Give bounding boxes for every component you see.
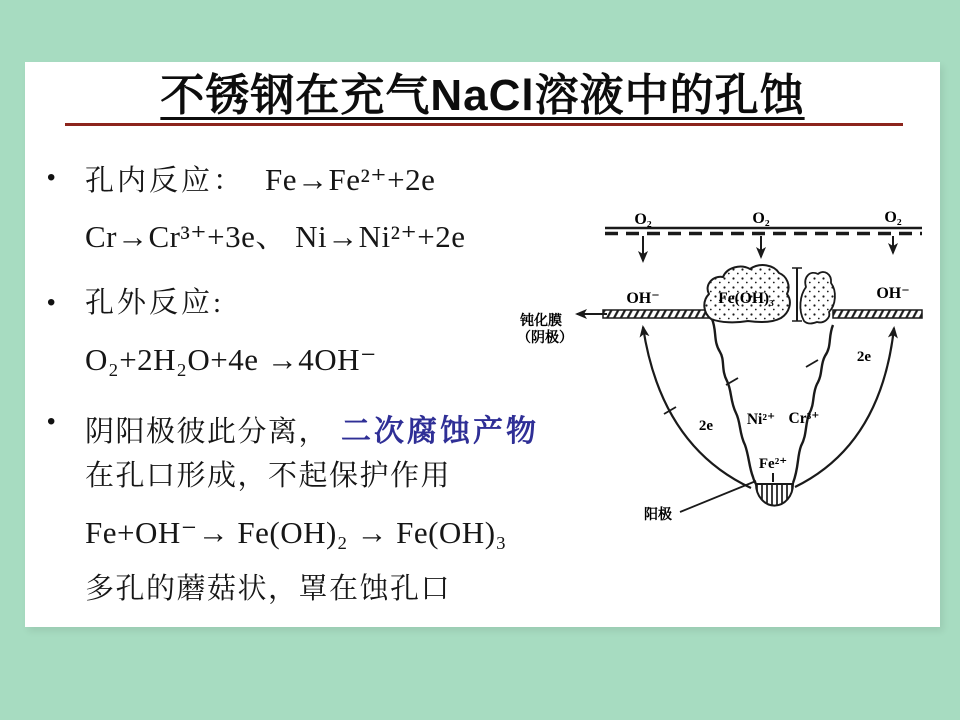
anode-pointer (680, 481, 756, 512)
nickel-ion-label: Ni²⁺ (746, 411, 776, 428)
pitting-corrosion-diagram (515, 195, 940, 545)
title-underline-rule (65, 123, 903, 126)
anode-cup (756, 484, 793, 506)
rust-blob-right (800, 272, 835, 323)
oxygen-arrow-icon (643, 236, 893, 261)
electron-label: 2e (698, 418, 714, 434)
oxygen-reduction-formula: O₂+2H₂O+4e →4OH⁻ (85, 342, 377, 377)
solution-surface-line (605, 228, 922, 234)
oxygen-label: O₂ (884, 209, 902, 226)
anode-label: 阳极 (644, 506, 672, 522)
fe-oxidation-formula: Fe→Fe²⁺+2e (265, 162, 436, 197)
hydroxide-label: OH⁻ (876, 285, 910, 302)
oxygen-label: O₂ (634, 211, 652, 228)
electron-label: 2e (856, 349, 872, 365)
rust-cap-label: Fe(OH)₃ (718, 290, 774, 307)
bullet-line-separation (47, 406, 540, 450)
arc-tick-marks (664, 360, 818, 414)
no-protection-text: 在孔口形成，不起保护作用 (85, 460, 452, 492)
slide (25, 62, 940, 627)
mushroom-cap-text: 多孔的蘑菇状，罩在蚀孔口 (85, 573, 452, 605)
iron-ion-label: Fe²⁺ (758, 456, 788, 472)
pit-outer-reaction-label: 孔外反应: (85, 287, 225, 319)
iron-hydroxide-formula: Fe+OH⁻→ Fe(OH)₂ → Fe(OH)₃ (85, 515, 507, 550)
line-hydroxide-formula (85, 515, 507, 551)
bullet-icon: • (47, 408, 56, 435)
electrode-separation-text: 阴阳极彼此分离， (85, 416, 330, 448)
bullet-icon: • (47, 164, 56, 191)
line-oxygen-reduction (85, 342, 377, 378)
cathode-label: （阴极） (517, 329, 573, 345)
line-cr-ni-oxidation (85, 219, 466, 255)
secondary-corrosion-product-highlight: 二次腐蚀产物 (341, 415, 540, 448)
bullet-line-pit-inner-reaction (47, 162, 436, 198)
page-title: 不锈钢在充气NaCl溶液中的孔蚀 (160, 71, 805, 120)
oxygen-label: O₂ (752, 210, 770, 227)
bullet-icon: • (47, 289, 56, 316)
passive-film-label: 钝化膜 (520, 312, 562, 328)
pit-inner-reaction-label: 孔内反应： (85, 165, 246, 197)
line-mushroom-cap (85, 573, 451, 606)
chromium-ion-label: Cr³⁺ (788, 410, 820, 427)
hydroxide-label: OH⁻ (626, 290, 660, 307)
cr-ni-oxidation-formula: Cr→Cr³⁺+3e、 Ni→Ni²⁺+2e (85, 219, 466, 254)
line-no-protection (85, 460, 451, 493)
bullet-line-pit-outer-reaction (47, 287, 225, 320)
